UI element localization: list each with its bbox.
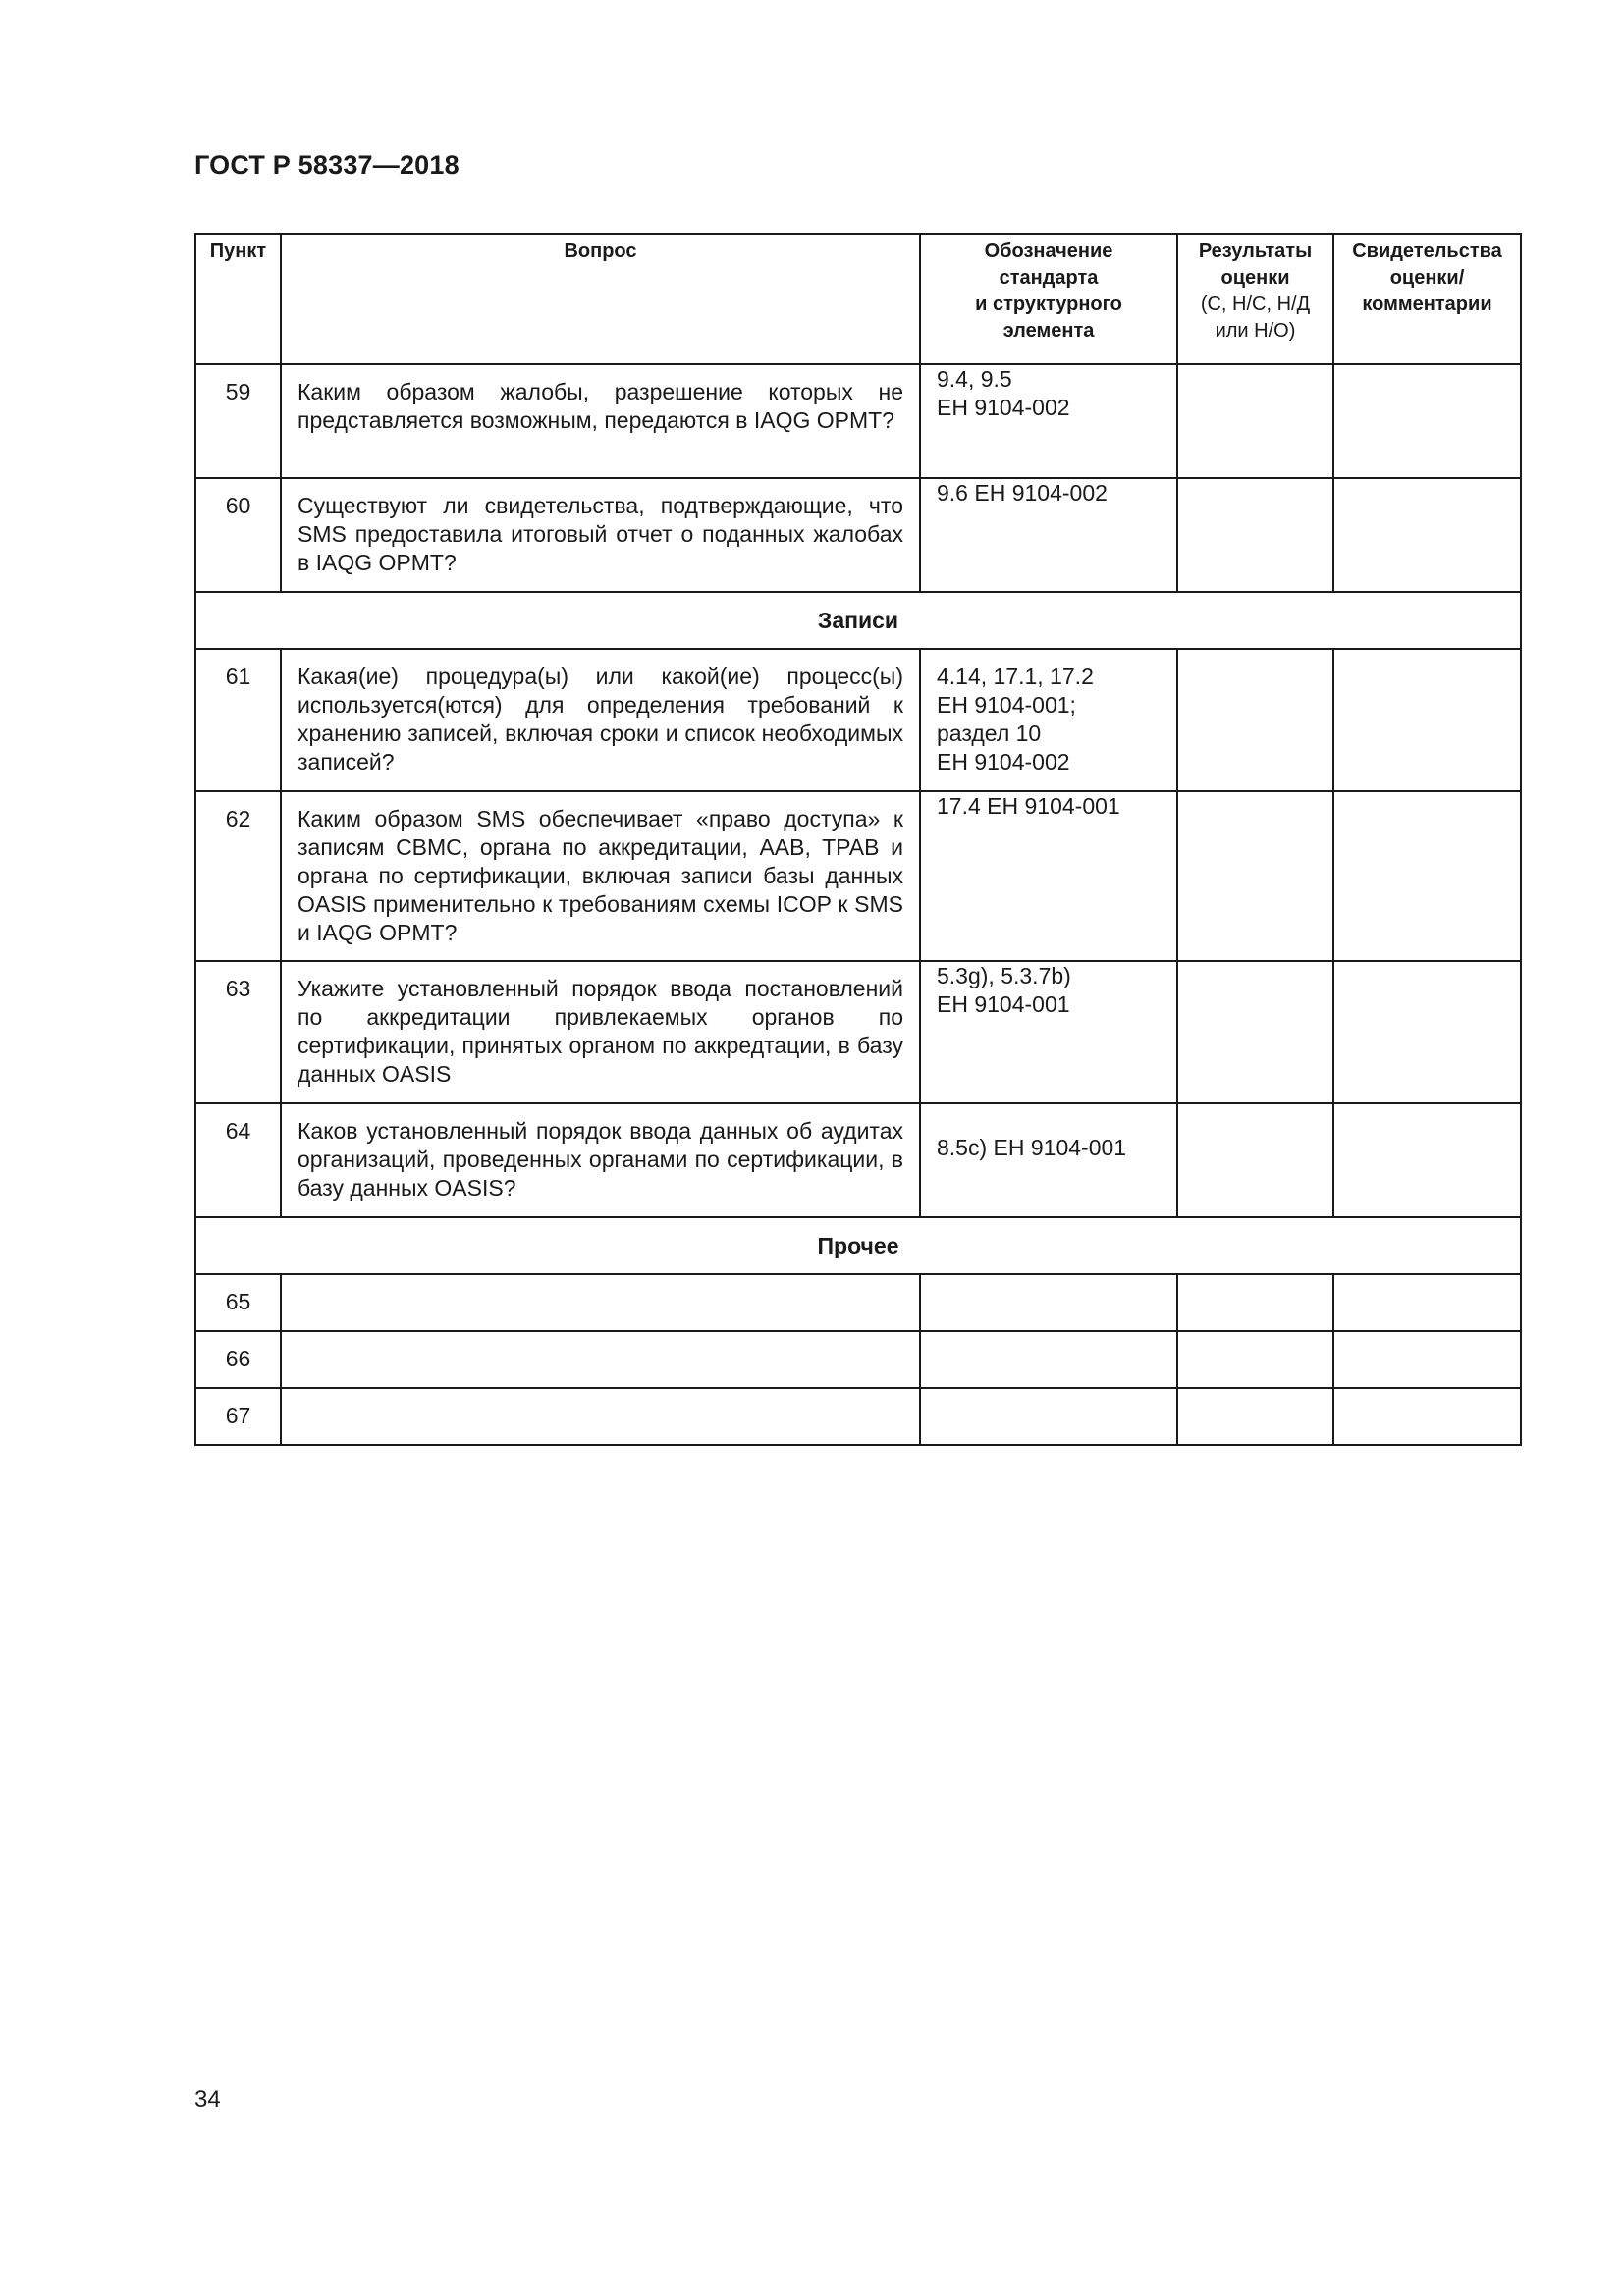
row-num: 65 <box>195 1274 281 1331</box>
row-evidence-cell <box>1333 1103 1521 1217</box>
header-standard-line: и структурного <box>975 294 1122 315</box>
header-standard-line: Обозначение <box>984 240 1113 262</box>
row-results-cell <box>1177 649 1333 791</box>
header-evidence-line: комментарии <box>1362 294 1492 315</box>
row-results-cell <box>1177 1331 1333 1388</box>
row-num: 64 <box>195 1103 281 1217</box>
row-num: 60 <box>195 478 281 592</box>
ref-line: ЕН 9104-001; <box>937 692 1076 718</box>
header-num: Пункт <box>195 234 281 364</box>
row-evidence-cell <box>1333 791 1521 961</box>
ref-line: 9.6 ЕН 9104-002 <box>937 480 1108 506</box>
page-number: 34 <box>194 2086 221 2112</box>
header-question: Вопрос <box>281 234 920 364</box>
row-num: 62 <box>195 791 281 961</box>
row-evidence-cell <box>1333 649 1521 791</box>
row-evidence-cell <box>1333 478 1521 592</box>
row-results-cell <box>1177 1388 1333 1445</box>
section-title: Прочее <box>195 1217 1521 1274</box>
row-results-cell <box>1177 364 1333 478</box>
ref-line: ЕН 9104-002 <box>937 395 1070 420</box>
table-row <box>195 1274 1521 1331</box>
row-ref <box>920 791 1177 961</box>
row-question: Укажите установленный порядок ввода постановлений по аккредитации привлекаемых органов по сертификации, принятых органом по аккредтации, в базу данных OASIS <box>281 961 920 1103</box>
ref-line: ЕН 9104-002 <box>937 749 1070 774</box>
ref-line: ЕН 9104-001 <box>937 991 1070 1017</box>
table-row <box>195 364 1521 478</box>
row-ref <box>920 478 1177 592</box>
row-ref <box>920 364 1177 478</box>
row-ref <box>920 961 1177 1103</box>
table-row <box>195 1103 1521 1217</box>
row-num: 66 <box>195 1331 281 1388</box>
row-evidence-cell <box>1333 1274 1521 1331</box>
header-standard-line: элемента <box>1002 320 1095 342</box>
row-ref <box>920 649 1177 791</box>
header-results-sub: (С, Н/С, Н/Д <box>1200 294 1311 315</box>
row-results-cell <box>1177 478 1333 592</box>
row-results-cell <box>1177 791 1333 961</box>
row-evidence-cell <box>1333 961 1521 1103</box>
row-results-cell <box>1177 1274 1333 1331</box>
header-evidence-line: оценки/ <box>1389 267 1465 289</box>
row-question <box>281 1274 920 1331</box>
table-row <box>195 478 1521 592</box>
ref-line: 5.3g), 5.3.7b) <box>937 963 1071 988</box>
row-question <box>281 1331 920 1388</box>
row-evidence-cell <box>1333 1388 1521 1445</box>
table-row <box>195 791 1521 961</box>
header-results-line: Результаты <box>1198 240 1313 262</box>
row-question <box>281 1388 920 1445</box>
header-evidence <box>1333 234 1521 364</box>
header-standard <box>920 234 1177 364</box>
row-question: Существуют ли свидетельства, подтверждающие, что SMS предоставила итоговый отчет о поданных жалобах в IAQG OPMT? <box>281 478 920 592</box>
table-row <box>195 1331 1521 1388</box>
row-results-cell <box>1177 1103 1333 1217</box>
header-standard-line: стандарта <box>999 267 1099 289</box>
row-ref <box>920 1274 1177 1331</box>
header-results-sub: или Н/О) <box>1215 320 1296 342</box>
section-row-records <box>195 592 1521 649</box>
section-row-other <box>195 1217 1521 1274</box>
row-question: Каким образом жалобы, разрешение которых не представляется возможным, передаются в IAQG OPMT? <box>281 364 920 478</box>
ref-line: раздел 10 <box>937 721 1042 746</box>
row-question: Каким образом SMS обеспечивает «право доступа» к записям CBMC, органа по аккредитации, AAB, TPAB и органа по сертификации, включая записи базы данных OASIS применительно к требованиям схемы ICOP к SMS и IAQG OPMT? <box>281 791 920 961</box>
ref-line: 9.4, 9.5 <box>937 366 1012 392</box>
row-ref <box>920 1388 1177 1445</box>
table-header-row <box>195 234 1521 364</box>
row-results-cell <box>1177 961 1333 1103</box>
row-evidence-cell <box>1333 1331 1521 1388</box>
row-num: 61 <box>195 649 281 791</box>
row-evidence-cell <box>1333 364 1521 478</box>
ref-line: 4.14, 17.1, 17.2 <box>937 664 1094 689</box>
row-ref <box>920 1103 1177 1217</box>
row-num: 67 <box>195 1388 281 1445</box>
table-row <box>195 961 1521 1103</box>
table-row <box>195 649 1521 791</box>
ref-line: 8.5c) ЕН 9104-001 <box>937 1135 1127 1160</box>
ref-line: 17.4 ЕН 9104-001 <box>937 793 1120 819</box>
header-results-line: оценки <box>1220 267 1290 289</box>
row-num: 59 <box>195 364 281 478</box>
row-ref <box>920 1331 1177 1388</box>
checklist-table <box>194 233 1522 1446</box>
row-question: Какая(ие) процедура(ы) или какой(ие) процесс(ы) используется(ются) для определения требований к хранению записей, включая сроки и список необходимых записей? <box>281 649 920 791</box>
row-question: Каков установленный порядок ввода данных об аудитах организаций, проведенных органами по сертификации, в базу данных OASIS? <box>281 1103 920 1217</box>
header-evidence-line: Свидетельства <box>1352 240 1502 262</box>
section-title: Записи <box>195 592 1521 649</box>
table-row <box>195 1388 1521 1445</box>
header-results <box>1177 234 1333 364</box>
document-title: ГОСТ Р 58337—2018 <box>194 150 460 180</box>
row-num: 63 <box>195 961 281 1103</box>
